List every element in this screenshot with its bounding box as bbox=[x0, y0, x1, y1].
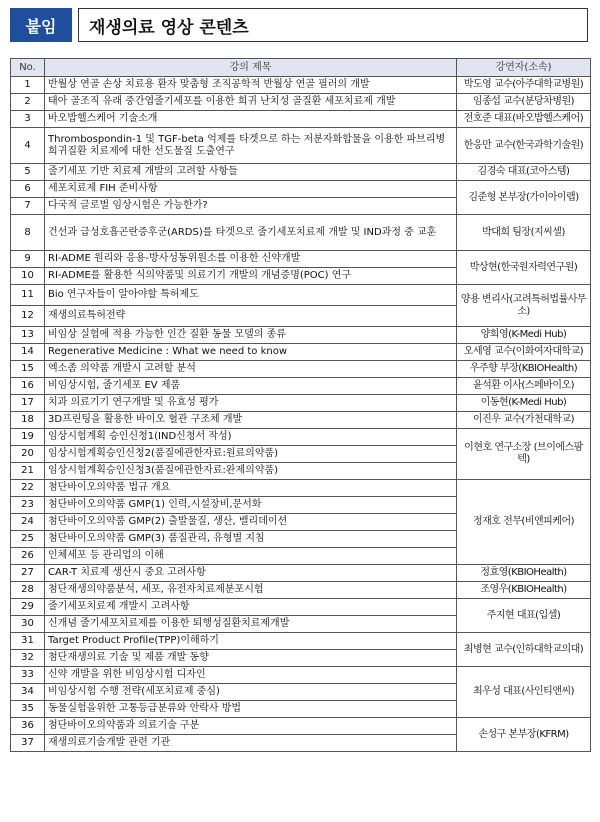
lecture-title: 비임상 실험에 적용 가능한 인간 질환 동물 모델의 종류 bbox=[45, 327, 457, 344]
row-number: 19 bbox=[11, 429, 45, 446]
row-number: 24 bbox=[11, 514, 45, 531]
row-number: 34 bbox=[11, 684, 45, 701]
table-row bbox=[11, 412, 591, 429]
lecture-title: 첨단바이오의약품과 의료기술 구분 bbox=[45, 718, 457, 735]
row-number: 18 bbox=[11, 412, 45, 429]
speaker-cell: 윤석환 이사(스페바이오) bbox=[457, 378, 591, 395]
speaker-cell: 한응만 교수(한국과학기술원) bbox=[457, 128, 591, 164]
lecture-title: 비임상시험, 줄기세포 EV 제품 bbox=[45, 378, 457, 395]
speaker-cell: 오세영 교수(이화여자대학교) bbox=[457, 344, 591, 361]
lecture-title: 세포치료제 FIH 준비사항 bbox=[45, 181, 457, 198]
lecture-title: 치과 의료기기 연구개발 및 유효성 평가 bbox=[45, 395, 457, 412]
lecture-title: CAR-T 치료제 생산시 중요 고려사항 bbox=[45, 565, 457, 582]
lecture-title: 신개념 줄기세포치료제를 이용한 퇴행성질환치료제개발 bbox=[45, 616, 457, 633]
lecture-title: 바오밥헬스케어 기술소개 bbox=[45, 111, 457, 128]
table-row bbox=[11, 633, 591, 650]
speaker-cell: 김경숙 대표(코아스템) bbox=[457, 164, 591, 181]
lecture-title: 신약 개발을 위한 비임상시험 디자인 bbox=[45, 667, 457, 684]
speaker-cell: 최병현 교수(인하대학교의대) bbox=[457, 633, 591, 667]
lecture-title: 임상시험계획 승인신청1(IND신청서 작성) bbox=[45, 429, 457, 446]
speaker-cell: 양용 변리사(고려특허법률사무소) bbox=[457, 285, 591, 327]
lecture-title: 재생의료특허전략 bbox=[45, 306, 457, 327]
row-number: 10 bbox=[11, 268, 45, 285]
row-number: 6 bbox=[11, 181, 45, 198]
table-row bbox=[11, 181, 591, 198]
row-number: 11 bbox=[11, 285, 45, 306]
row-number: 3 bbox=[11, 111, 45, 128]
speaker-cell: 최우성 대표(사인티앤씨) bbox=[457, 667, 591, 718]
header-title: 강의 제목 bbox=[45, 59, 457, 77]
lecture-title: 첨단바이오의약품 GMP(3) 품질관리, 유형별 지침 bbox=[45, 531, 457, 548]
page-header bbox=[10, 8, 588, 42]
table-row bbox=[11, 480, 591, 497]
table-row bbox=[11, 429, 591, 446]
row-number: 20 bbox=[11, 446, 45, 463]
row-number: 14 bbox=[11, 344, 45, 361]
lecture-title: 재생의료기술개발 관련 기관 bbox=[45, 735, 457, 752]
speaker-cell: 주지현 대표(입셀) bbox=[457, 599, 591, 633]
table-row bbox=[11, 582, 591, 599]
row-number: 7 bbox=[11, 198, 45, 215]
row-number: 2 bbox=[11, 94, 45, 111]
speaker-cell: 전호준 대표(바오밥헬스케어) bbox=[457, 111, 591, 128]
row-number: 23 bbox=[11, 497, 45, 514]
row-number: 30 bbox=[11, 616, 45, 633]
speaker-cell: 정재호 전무(비앤피케어) bbox=[457, 480, 591, 565]
row-number: 37 bbox=[11, 735, 45, 752]
lecture-title: 다국적 글로벌 임상시험은 가능한가? bbox=[45, 198, 457, 215]
row-number: 5 bbox=[11, 164, 45, 181]
lecture-title: 반월상 연골 손상 치료용 환자 맞춤형 조직공학적 반월상 연골 필러의 개발 bbox=[45, 77, 457, 94]
speaker-cell: 이현호 연구소장 (브이에스팜텍) bbox=[457, 429, 591, 480]
table-row bbox=[11, 94, 591, 111]
speaker-cell: 손성구 본부장(KFRM) bbox=[457, 718, 591, 752]
table-row bbox=[11, 361, 591, 378]
row-number: 13 bbox=[11, 327, 45, 344]
lecture-title: Thrombospondin-1 및 TGF-beta 억제를 타겟으로 하는 저분자화합물을 이용한 파브리병 희귀질환 치료제에 대한 선도물질 도출연구 bbox=[45, 128, 457, 164]
lecture-title: 건선과 급성호흡곤란증후군(ARDS)를 타겟으로 줄기세포치료제 개발 및 IND과정 중 교훈 bbox=[45, 215, 457, 251]
table-row bbox=[11, 378, 591, 395]
row-number: 8 bbox=[11, 215, 45, 251]
table-row bbox=[11, 251, 591, 268]
row-number: 9 bbox=[11, 251, 45, 268]
row-number: 25 bbox=[11, 531, 45, 548]
row-number: 33 bbox=[11, 667, 45, 684]
table-row bbox=[11, 599, 591, 616]
lecture-title: RI-ADME 원리와 응용-방사성동위원소를 이용한 신약개발 bbox=[45, 251, 457, 268]
table-row bbox=[11, 667, 591, 684]
speaker-cell: 양희영(K-Medi Hub) bbox=[457, 327, 591, 344]
attachment-badge: 붙임 bbox=[10, 8, 72, 42]
speaker-cell: 박도영 교수(아주대학교병원) bbox=[457, 77, 591, 94]
lecture-title: Regenerative Medicine : What we need to know bbox=[45, 344, 457, 361]
lecture-title: Bio 연구자들이 알아야할 특허제도 bbox=[45, 285, 457, 306]
lecture-title: 줄기세포치료제 개발시 고려사항 bbox=[45, 599, 457, 616]
row-number: 16 bbox=[11, 378, 45, 395]
lecture-title: 첨단바이오의약품 법규 개요 bbox=[45, 480, 457, 497]
table-row bbox=[11, 395, 591, 412]
row-number: 35 bbox=[11, 701, 45, 718]
table-row bbox=[11, 77, 591, 94]
lecture-title: RI-ADME를 활용한 식의약품및 의료기기 개발의 개념증명(POC) 연구 bbox=[45, 268, 457, 285]
lecture-title: 동물실험을위한 고통등급분류와 안락사 방법 bbox=[45, 701, 457, 718]
row-number: 4 bbox=[11, 128, 45, 164]
table-row bbox=[11, 327, 591, 344]
row-number: 28 bbox=[11, 582, 45, 599]
speaker-cell: 우주향 부장(KBIOHealth) bbox=[457, 361, 591, 378]
lecture-title: 첨단바이오의약품 GMP(1) 인력,시설장비,문서화 bbox=[45, 497, 457, 514]
row-number: 22 bbox=[11, 480, 45, 497]
table-header-row bbox=[11, 59, 591, 77]
table-row bbox=[11, 285, 591, 306]
row-number: 26 bbox=[11, 548, 45, 565]
table-row bbox=[11, 164, 591, 181]
row-number: 27 bbox=[11, 565, 45, 582]
speaker-cell: 이진우 교수(가천대학교) bbox=[457, 412, 591, 429]
speaker-cell: 임종섭 교수(분당차병원) bbox=[457, 94, 591, 111]
lecture-title: 비임상시험 수행 전략(세포치료제 중심) bbox=[45, 684, 457, 701]
table-row bbox=[11, 111, 591, 128]
row-number: 1 bbox=[11, 77, 45, 94]
lecture-title: 3D프린팅을 활용한 바이오 혈관 구조체 개발 bbox=[45, 412, 457, 429]
speaker-cell: 박대희 팀장(지씨셀) bbox=[457, 215, 591, 251]
lecture-title: 첨단재생의료 기술 및 제품 개발 동향 bbox=[45, 650, 457, 667]
lecture-title: 임상시험계획승인신청2(품질에관한자료:원료의약품) bbox=[45, 446, 457, 463]
header-no: No. bbox=[11, 59, 45, 77]
lecture-title: 임상시험계획승인신청3(품질에관한자료:완제의약품) bbox=[45, 463, 457, 480]
row-number: 21 bbox=[11, 463, 45, 480]
lecture-table bbox=[10, 58, 591, 752]
table-row bbox=[11, 215, 591, 251]
header-speaker: 강연자(소속) bbox=[457, 59, 591, 77]
lecture-title: Target Product Profile(TPP)이해하기 bbox=[45, 633, 457, 650]
lecture-title: 태아 골조직 유래 중간엽줄기세포를 이용한 희귀 난치성 골질환 세포치료제 개발 bbox=[45, 94, 457, 111]
speaker-cell: 조영우(KBIOHealth) bbox=[457, 582, 591, 599]
speaker-cell: 이동현(K-Medi Hub) bbox=[457, 395, 591, 412]
speaker-cell: 박상현(한국원자력연구원) bbox=[457, 251, 591, 285]
speaker-cell: 정효영(KBIOHealth) bbox=[457, 565, 591, 582]
table-row bbox=[11, 565, 591, 582]
row-number: 31 bbox=[11, 633, 45, 650]
speaker-cell: 김준형 본부장(가이아이랩) bbox=[457, 181, 591, 215]
table-row bbox=[11, 128, 591, 164]
row-number: 15 bbox=[11, 361, 45, 378]
row-number: 29 bbox=[11, 599, 45, 616]
lecture-title: 첨단바이오의약품 GMP(2) 출발물질, 생산, 밸리데이션 bbox=[45, 514, 457, 531]
row-number: 12 bbox=[11, 306, 45, 327]
lecture-title: 인체세포 등 관리업의 이해 bbox=[45, 548, 457, 565]
lecture-title: 첨단재생의약품분석, 세포, 유전자치료제분포시험 bbox=[45, 582, 457, 599]
row-number: 36 bbox=[11, 718, 45, 735]
table-row bbox=[11, 718, 591, 735]
table-row bbox=[11, 344, 591, 361]
page-title: 재생의료 영상 콘텐츠 bbox=[78, 8, 588, 42]
lecture-title: 엑소좀 의약품 개발시 고려할 분석 bbox=[45, 361, 457, 378]
row-number: 32 bbox=[11, 650, 45, 667]
row-number: 17 bbox=[11, 395, 45, 412]
lecture-title: 줄기세포 기반 치료제 개발의 고려할 사항들 bbox=[45, 164, 457, 181]
